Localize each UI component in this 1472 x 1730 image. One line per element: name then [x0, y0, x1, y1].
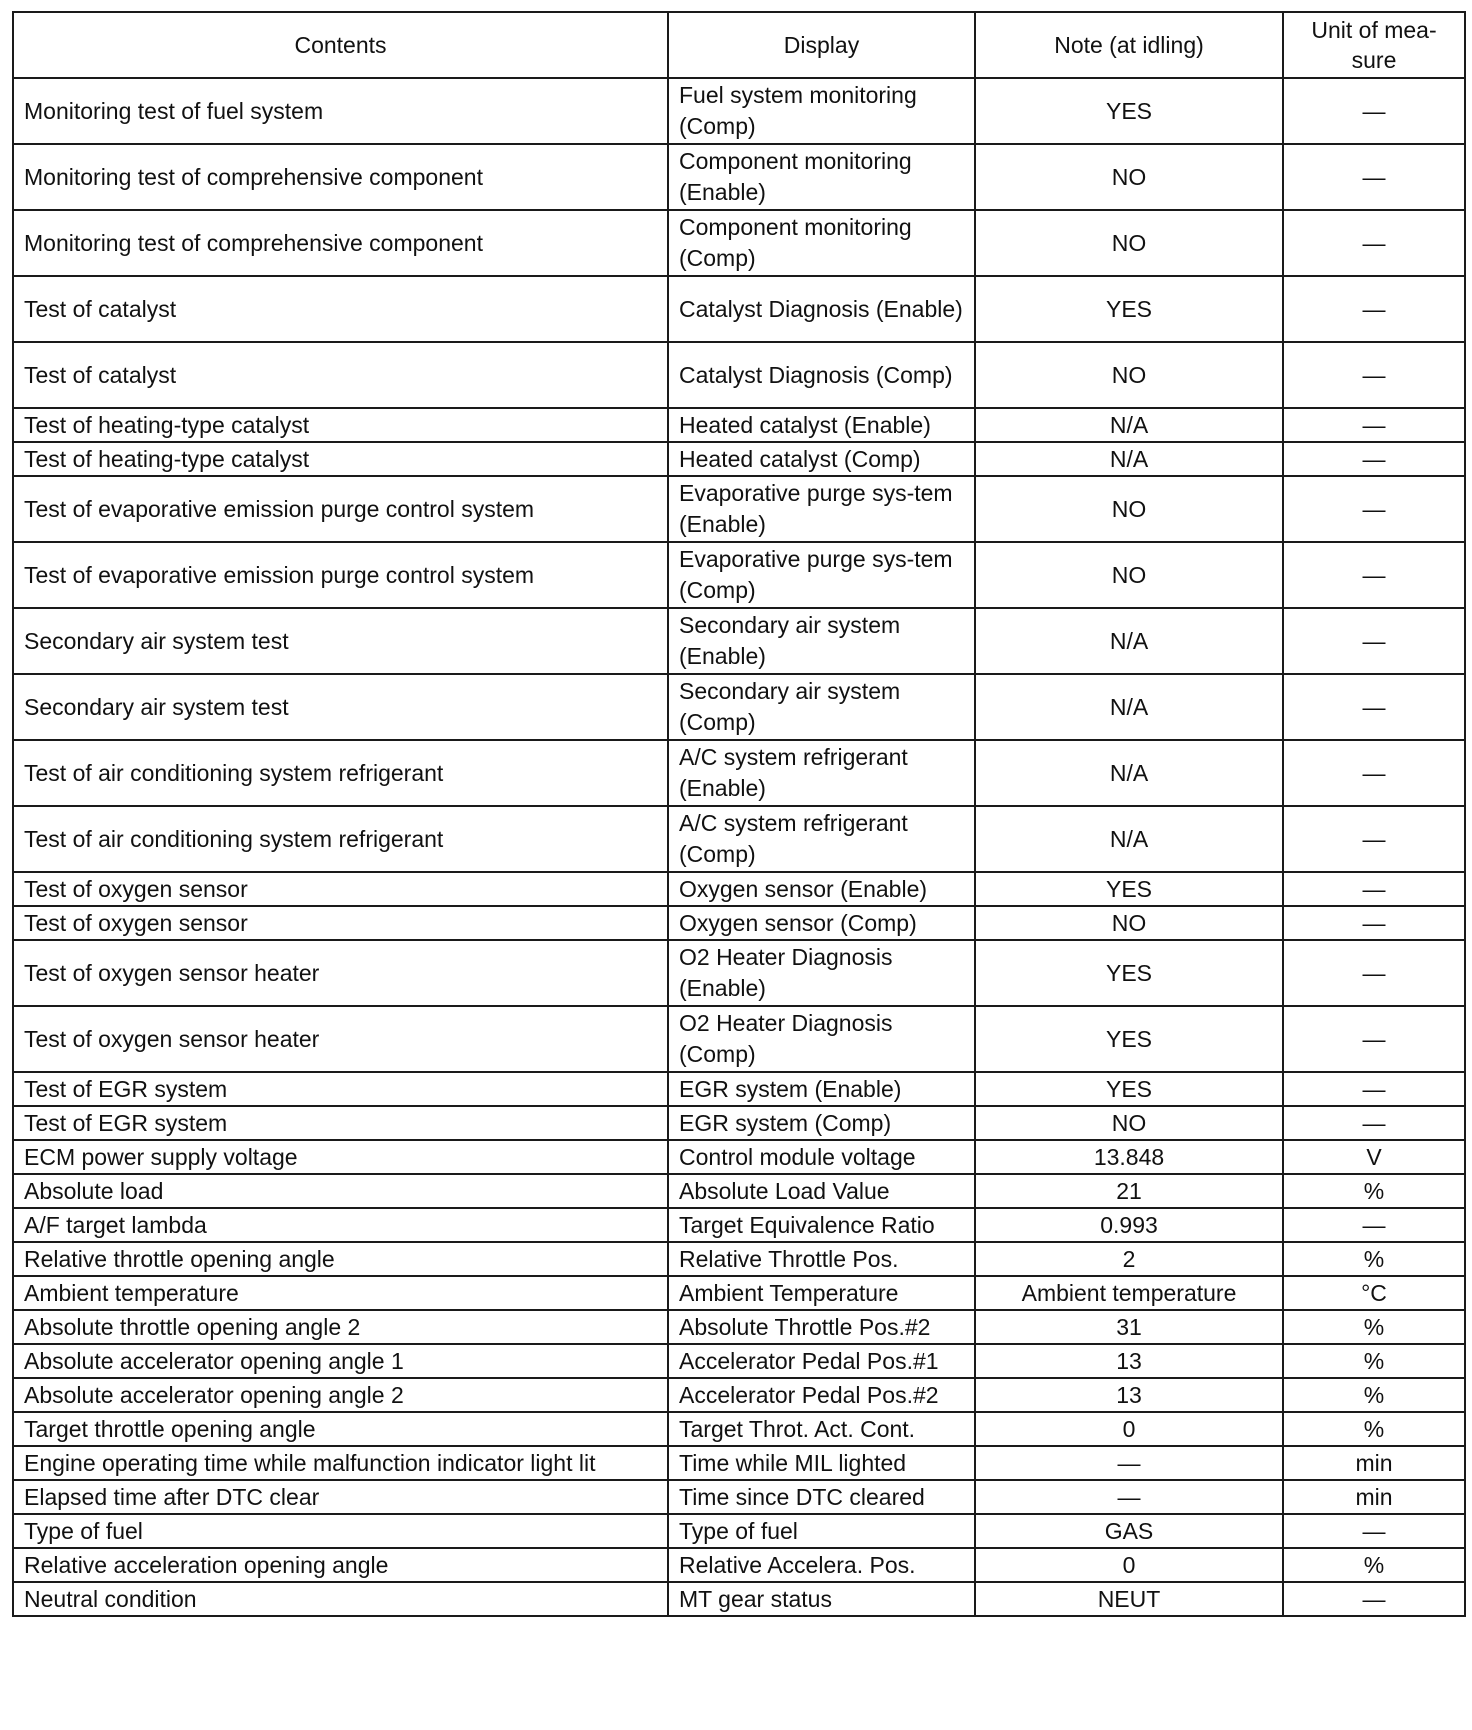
cell-unit: %	[1283, 1378, 1465, 1412]
cell-unit: —	[1283, 342, 1465, 408]
cell-note: 13	[975, 1344, 1283, 1378]
cell-display: Time while MIL lighted	[668, 1446, 975, 1480]
cell-display: Absolute Load Value	[668, 1174, 975, 1208]
cell-contents: Test of oxygen sensor heater	[13, 940, 668, 1006]
cell-contents: Absolute accelerator opening angle 2	[13, 1378, 668, 1412]
cell-unit: —	[1283, 442, 1465, 476]
cell-contents: Relative acceleration opening angle	[13, 1548, 668, 1582]
table-body	[13, 78, 1465, 1616]
cell-display: Target Equivalence Ratio	[668, 1208, 975, 1242]
header-contents: Contents	[13, 12, 668, 78]
table-row	[13, 476, 1465, 542]
table-row	[13, 1582, 1465, 1616]
cell-note: N/A	[975, 740, 1283, 806]
cell-contents: Engine operating time while malfunction indicator light lit	[13, 1446, 668, 1480]
cell-unit: —	[1283, 1514, 1465, 1548]
header-display: Display	[668, 12, 975, 78]
cell-note: Ambient temperature	[975, 1276, 1283, 1310]
cell-note: YES	[975, 1006, 1283, 1072]
cell-unit: %	[1283, 1412, 1465, 1446]
cell-note: NEUT	[975, 1582, 1283, 1616]
cell-contents: Monitoring test of fuel system	[13, 78, 668, 144]
cell-note: NO	[975, 1106, 1283, 1140]
cell-contents: Secondary air system test	[13, 608, 668, 674]
cell-unit: —	[1283, 1072, 1465, 1106]
cell-note: —	[975, 1480, 1283, 1514]
cell-note: 2	[975, 1242, 1283, 1276]
cell-contents: Type of fuel	[13, 1514, 668, 1548]
cell-note: YES	[975, 872, 1283, 906]
table-row	[13, 542, 1465, 608]
cell-contents: Test of heating-type catalyst	[13, 442, 668, 476]
cell-contents: Absolute throttle opening angle 2	[13, 1310, 668, 1344]
cell-contents: Test of EGR system	[13, 1072, 668, 1106]
cell-unit: —	[1283, 276, 1465, 342]
cell-unit: —	[1283, 1208, 1465, 1242]
cell-unit: %	[1283, 1310, 1465, 1344]
cell-contents: Test of catalyst	[13, 276, 668, 342]
cell-note: N/A	[975, 408, 1283, 442]
cell-note: N/A	[975, 674, 1283, 740]
cell-unit: %	[1283, 1242, 1465, 1276]
cell-contents: Secondary air system test	[13, 674, 668, 740]
cell-display: Accelerator Pedal Pos.#2	[668, 1378, 975, 1412]
table-row	[13, 1514, 1465, 1548]
table-row	[13, 940, 1465, 1006]
cell-unit: —	[1283, 1106, 1465, 1140]
cell-contents: Test of evaporative emission purge control system	[13, 542, 668, 608]
table-row	[13, 1208, 1465, 1242]
table-row	[13, 78, 1465, 144]
cell-display: Heated catalyst (Enable)	[668, 408, 975, 442]
cell-unit: —	[1283, 210, 1465, 276]
cell-unit: —	[1283, 940, 1465, 1006]
table-row	[13, 674, 1465, 740]
cell-note: YES	[975, 276, 1283, 342]
cell-display: Time since DTC cleared	[668, 1480, 975, 1514]
cell-note: N/A	[975, 442, 1283, 476]
cell-note: NO	[975, 476, 1283, 542]
cell-display: EGR system (Comp)	[668, 1106, 975, 1140]
table-row	[13, 740, 1465, 806]
table-row	[13, 1106, 1465, 1140]
cell-contents: Test of oxygen sensor heater	[13, 1006, 668, 1072]
cell-unit: %	[1283, 1174, 1465, 1208]
cell-contents: Test of catalyst	[13, 342, 668, 408]
cell-note: 13	[975, 1378, 1283, 1412]
table-row	[13, 1276, 1465, 1310]
cell-contents: Monitoring test of comprehensive component	[13, 210, 668, 276]
cell-display: Relative Accelera. Pos.	[668, 1548, 975, 1582]
cell-unit: %	[1283, 1344, 1465, 1378]
cell-contents: Test of oxygen sensor	[13, 872, 668, 906]
cell-contents: Test of evaporative emission purge control system	[13, 476, 668, 542]
cell-note: YES	[975, 1072, 1283, 1106]
table-row	[13, 608, 1465, 674]
cell-display: Accelerator Pedal Pos.#1	[668, 1344, 975, 1378]
cell-display: O2 Heater Diagnosis (Comp)	[668, 1006, 975, 1072]
cell-display: Secondary air system (Enable)	[668, 608, 975, 674]
cell-contents: Absolute accelerator opening angle 1	[13, 1344, 668, 1378]
cell-unit: —	[1283, 608, 1465, 674]
table-row	[13, 210, 1465, 276]
cell-note: NO	[975, 342, 1283, 408]
table-row	[13, 1006, 1465, 1072]
cell-contents: Neutral condition	[13, 1582, 668, 1616]
cell-display: Fuel system monitoring (Comp)	[668, 78, 975, 144]
cell-note: 31	[975, 1310, 1283, 1344]
cell-note: 0	[975, 1548, 1283, 1582]
cell-note: NO	[975, 144, 1283, 210]
table-row	[13, 1480, 1465, 1514]
cell-note: NO	[975, 210, 1283, 276]
cell-note: N/A	[975, 608, 1283, 674]
cell-display: Relative Throttle Pos.	[668, 1242, 975, 1276]
table-row	[13, 1412, 1465, 1446]
cell-unit: °C	[1283, 1276, 1465, 1310]
cell-unit: —	[1283, 542, 1465, 608]
cell-display: Oxygen sensor (Comp)	[668, 906, 975, 940]
table-row	[13, 906, 1465, 940]
table-row	[13, 1242, 1465, 1276]
cell-unit: —	[1283, 476, 1465, 542]
header-unit: Unit of mea-sure	[1283, 12, 1465, 78]
cell-display: Heated catalyst (Comp)	[668, 442, 975, 476]
cell-unit: —	[1283, 78, 1465, 144]
cell-display: Control module voltage	[668, 1140, 975, 1174]
cell-unit: —	[1283, 674, 1465, 740]
data-table	[12, 11, 1466, 1617]
cell-unit: —	[1283, 408, 1465, 442]
cell-display: A/C system refrigerant (Enable)	[668, 740, 975, 806]
cell-contents: Ambient temperature	[13, 1276, 668, 1310]
cell-display: Evaporative purge sys-tem (Enable)	[668, 476, 975, 542]
cell-note: 0.993	[975, 1208, 1283, 1242]
cell-unit: min	[1283, 1446, 1465, 1480]
cell-note: 13.848	[975, 1140, 1283, 1174]
table-row	[13, 872, 1465, 906]
table-row	[13, 1378, 1465, 1412]
cell-note: 21	[975, 1174, 1283, 1208]
cell-note: 0	[975, 1412, 1283, 1446]
cell-unit: V	[1283, 1140, 1465, 1174]
cell-unit: —	[1283, 1006, 1465, 1072]
cell-contents: Elapsed time after DTC clear	[13, 1480, 668, 1514]
cell-contents: Target throttle opening angle	[13, 1412, 668, 1446]
cell-display: MT gear status	[668, 1582, 975, 1616]
table-row	[13, 1174, 1465, 1208]
cell-display: EGR system (Enable)	[668, 1072, 975, 1106]
cell-unit: —	[1283, 906, 1465, 940]
cell-note: YES	[975, 78, 1283, 144]
cell-note: NO	[975, 906, 1283, 940]
cell-contents: Test of oxygen sensor	[13, 906, 668, 940]
cell-display: A/C system refrigerant (Comp)	[668, 806, 975, 872]
cell-display: Component monitoring (Enable)	[668, 144, 975, 210]
cell-display: Oxygen sensor (Enable)	[668, 872, 975, 906]
cell-note: NO	[975, 542, 1283, 608]
cell-note: N/A	[975, 806, 1283, 872]
table-row	[13, 1548, 1465, 1582]
table-row	[13, 806, 1465, 872]
cell-unit: —	[1283, 872, 1465, 906]
cell-contents: Test of air conditioning system refrigerant	[13, 806, 668, 872]
cell-contents: ECM power supply voltage	[13, 1140, 668, 1174]
table-row	[13, 442, 1465, 476]
cell-display: Secondary air system (Comp)	[668, 674, 975, 740]
cell-contents: A/F target lambda	[13, 1208, 668, 1242]
cell-unit: —	[1283, 144, 1465, 210]
cell-unit: —	[1283, 806, 1465, 872]
cell-display: Target Throt. Act. Cont.	[668, 1412, 975, 1446]
cell-contents: Monitoring test of comprehensive component	[13, 144, 668, 210]
cell-display: Catalyst Diagnosis (Comp)	[668, 342, 975, 408]
cell-display: Catalyst Diagnosis (Enable)	[668, 276, 975, 342]
table-row	[13, 408, 1465, 442]
table-row	[13, 276, 1465, 342]
cell-display: Component monitoring (Comp)	[668, 210, 975, 276]
header-row	[13, 12, 1465, 78]
table-row	[13, 1072, 1465, 1106]
cell-contents: Absolute load	[13, 1174, 668, 1208]
table-row	[13, 1446, 1465, 1480]
table-row	[13, 1140, 1465, 1174]
cell-unit: —	[1283, 1582, 1465, 1616]
table-row	[13, 342, 1465, 408]
cell-contents: Test of air conditioning system refrigerant	[13, 740, 668, 806]
table-row	[13, 1310, 1465, 1344]
cell-note: GAS	[975, 1514, 1283, 1548]
cell-note: YES	[975, 940, 1283, 1006]
cell-unit: %	[1283, 1548, 1465, 1582]
table-row	[13, 144, 1465, 210]
header-note: Note (at idling)	[975, 12, 1283, 78]
cell-display: Ambient Temperature	[668, 1276, 975, 1310]
cell-unit: min	[1283, 1480, 1465, 1514]
cell-display: O2 Heater Diagnosis (Enable)	[668, 940, 975, 1006]
cell-contents: Relative throttle opening angle	[13, 1242, 668, 1276]
cell-contents: Test of EGR system	[13, 1106, 668, 1140]
table-row	[13, 1344, 1465, 1378]
cell-contents: Test of heating-type catalyst	[13, 408, 668, 442]
cell-display: Absolute Throttle Pos.#2	[668, 1310, 975, 1344]
cell-unit: —	[1283, 740, 1465, 806]
cell-display: Type of fuel	[668, 1514, 975, 1548]
cell-display: Evaporative purge sys-tem (Comp)	[668, 542, 975, 608]
cell-note: —	[975, 1446, 1283, 1480]
